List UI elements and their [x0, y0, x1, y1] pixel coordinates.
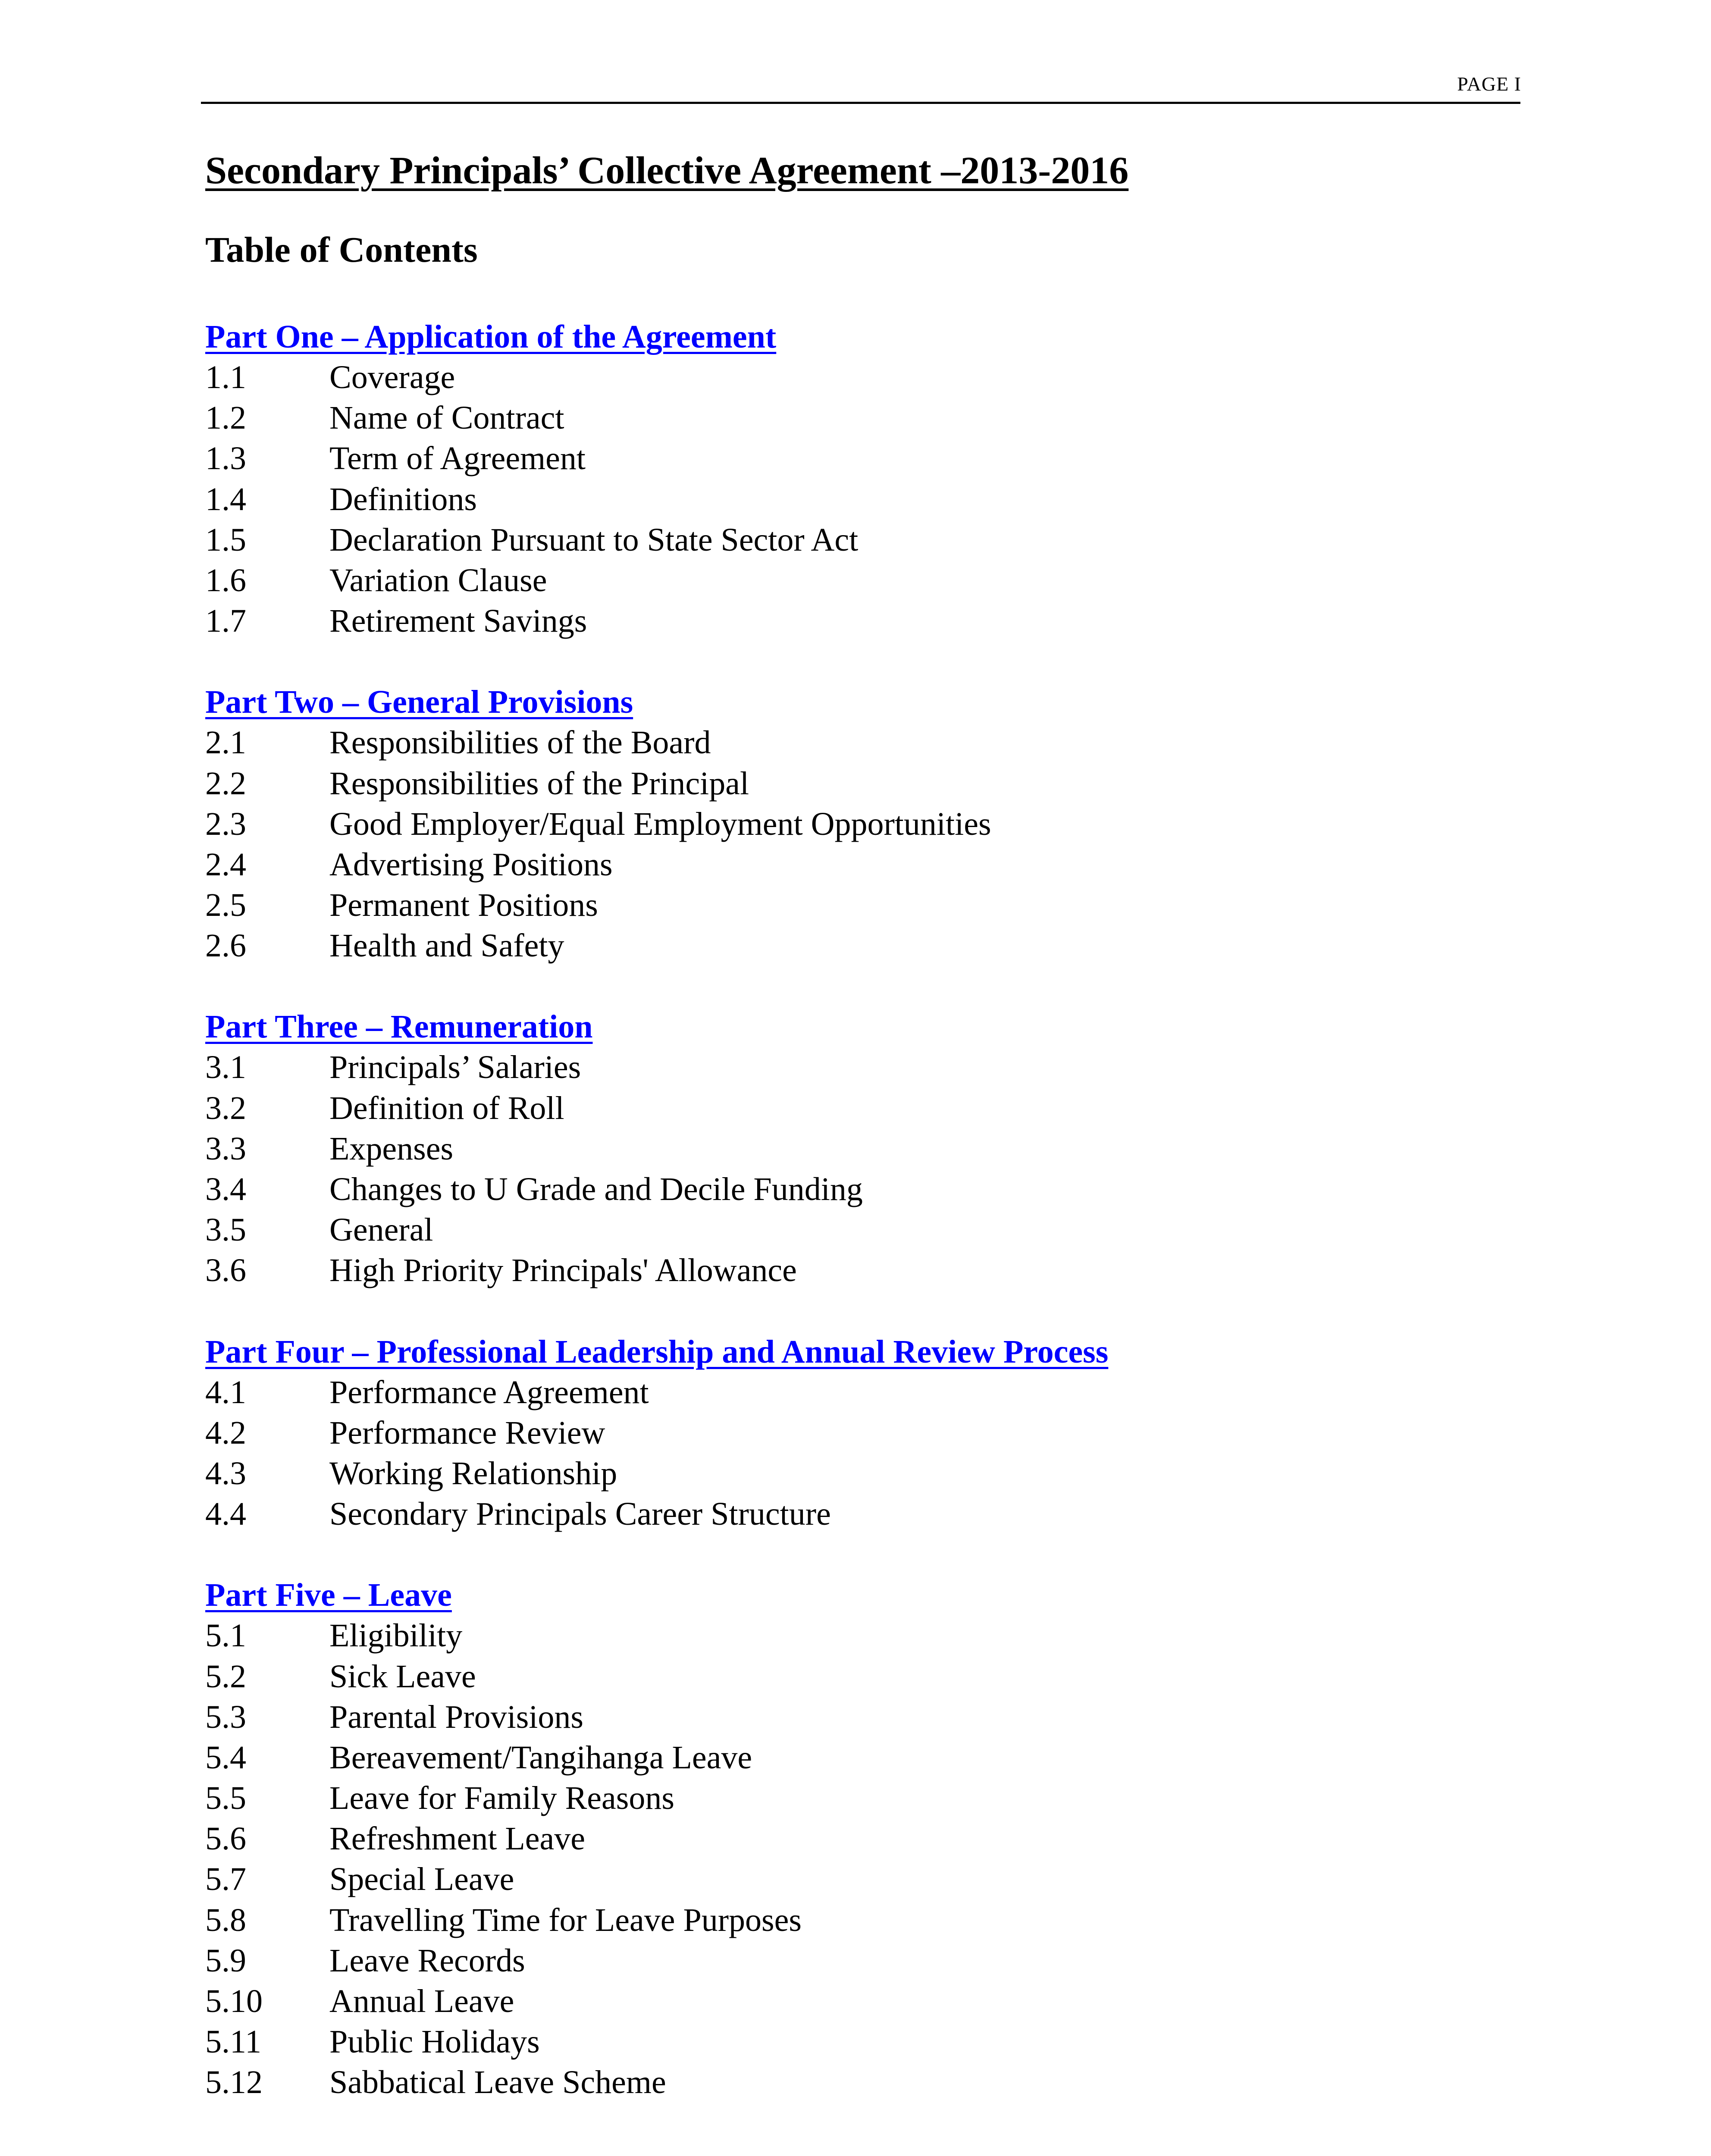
toc-entry-title: Leave Records [329, 1942, 525, 1979]
toc-entry-title: Special Leave [329, 1861, 514, 1898]
toc-entry-title: Sabbatical Leave Scheme [329, 2064, 666, 2101]
toc-part-section [205, 1575, 1499, 2103]
toc-entry [205, 1818, 1499, 1859]
toc-entry-title: Retirement Savings [329, 603, 587, 639]
toc-entry-title: Eligibility [329, 1617, 463, 1654]
toc-entry-title: Secondary Principals Career Structure [329, 1496, 831, 1532]
toc-entry [205, 2062, 1499, 2103]
toc-entry-title: Bereavement/Tangihanga Leave [329, 1739, 752, 1776]
toc-entry-number: 5.4 [205, 1739, 246, 1776]
toc-entry-title: Leave for Family Reasons [329, 1780, 674, 1817]
toc-entry-title: Public Holidays [329, 2024, 540, 2060]
toc-entry-number: 5.12 [205, 2064, 263, 2101]
toc-entry-title: Changes to U Grade and Decile Funding [329, 1171, 863, 1207]
toc-entry [205, 1413, 1499, 1453]
toc-entry-title: Performance Review [329, 1414, 605, 1451]
toc-entry-title: Good Employer/Equal Employment Opportunities [329, 805, 991, 842]
toc-entry-number: 3.6 [205, 1252, 246, 1289]
toc-entry-title: Coverage [329, 359, 455, 395]
toc-entry-number: 3.4 [205, 1171, 246, 1207]
toc-part-section [205, 317, 1499, 641]
toc-entry [205, 1778, 1499, 1818]
toc-entry-number: 5.8 [205, 1902, 246, 1938]
toc-entry [205, 1981, 1499, 2021]
toc-entry [205, 1859, 1499, 1899]
toc-entry [205, 925, 1499, 966]
toc-entry [205, 1697, 1499, 1737]
toc-entry-title: General [329, 1212, 433, 1248]
toc-entry [205, 1250, 1499, 1291]
toc-entry [205, 1453, 1499, 1494]
toc-entry [205, 1372, 1499, 1413]
toc-entry-title: Parental Provisions [329, 1698, 583, 1735]
toc-entry-title: Sick Leave [329, 1658, 476, 1695]
document-title: Secondary Principals’ Collective Agreement –2013-2016 [205, 149, 1129, 192]
toc-part-link[interactable]: Part One – Application of the Agreement [205, 319, 777, 355]
toc-entry [205, 357, 1499, 398]
toc-entry-number: 1.4 [205, 481, 246, 517]
toc-entry [205, 763, 1499, 804]
toc-entry-number: 5.6 [205, 1821, 246, 1857]
toc-entry [205, 1656, 1499, 1697]
toc-entry-number: 2.2 [205, 765, 246, 802]
toc-entry-title: Working Relationship [329, 1455, 617, 1492]
toc-entry-number: 4.1 [205, 1374, 246, 1410]
toc-entry-title: Permanent Positions [329, 887, 598, 924]
toc-entry-title: Term of Agreement [329, 440, 586, 477]
toc-entry-number: 5.1 [205, 1617, 246, 1654]
toc-part-section [205, 1006, 1499, 1291]
toc-entry-title: Annual Leave [329, 1983, 514, 2019]
toc-entry-number: 1.7 [205, 603, 246, 639]
toc-entry [205, 479, 1499, 520]
toc-entry [205, 2021, 1499, 2062]
toc-part-link[interactable]: Part Four – Professional Leadership and Annual Review Process [205, 1333, 1109, 1370]
toc-entry [205, 1128, 1499, 1169]
toc-entry-number: 5.5 [205, 1780, 246, 1817]
toc-entry [205, 722, 1499, 763]
toc-entry-title: Responsibilities of the Board [329, 724, 711, 761]
toc-entry-number: 3.2 [205, 1090, 246, 1126]
toc-entry-number: 1.2 [205, 400, 246, 436]
toc-entry [205, 1088, 1499, 1128]
table-of-contents [205, 317, 1499, 2143]
toc-entry [205, 1169, 1499, 1210]
toc-entry [205, 1494, 1499, 1534]
toc-entry-number: 5.10 [205, 1983, 263, 2019]
toc-entry-number: 4.4 [205, 1496, 246, 1532]
toc-part-link[interactable]: Part Five – Leave [205, 1577, 452, 1614]
toc-entry-title: Declaration Pursuant to State Sector Act [329, 521, 859, 558]
toc-entry-number: 5.9 [205, 1942, 246, 1979]
toc-entry-number: 2.3 [205, 805, 246, 842]
toc-entry [205, 398, 1499, 438]
toc-entry-number: 5.11 [205, 2024, 262, 2060]
toc-entry-title: Name of Contract [329, 400, 564, 436]
toc-entry [205, 1615, 1499, 1656]
toc-part-section [205, 682, 1499, 966]
toc-entry [205, 885, 1499, 925]
toc-entry [205, 804, 1499, 844]
header-rule [201, 102, 1520, 104]
page-number-label: PAGE I [1457, 73, 1521, 95]
toc-entry-number: 1.6 [205, 562, 246, 599]
toc-entry-title: Advertising Positions [329, 846, 613, 883]
toc-entry-number: 3.3 [205, 1130, 246, 1167]
toc-part-link[interactable]: Part Three – Remuneration [205, 1009, 593, 1045]
toc-entry-title: Variation Clause [329, 562, 547, 599]
toc-entry-title: High Priority Principals' Allowance [329, 1252, 797, 1289]
toc-entry [205, 601, 1499, 641]
toc-part-link[interactable]: Part Two – General Provisions [205, 684, 633, 721]
toc-entry-title: Performance Agreement [329, 1374, 649, 1410]
toc-entry-title: Principals’ Salaries [329, 1049, 581, 1086]
toc-entry-title: Travelling Time for Leave Purposes [329, 1902, 802, 1938]
toc-entry-number: 3.1 [205, 1049, 246, 1086]
toc-entry [205, 560, 1499, 601]
toc-entry-title: Definition of Roll [329, 1090, 564, 1126]
toc-entry-title: Refreshment Leave [329, 1821, 585, 1857]
toc-entry-number: 5.2 [205, 1658, 246, 1695]
toc-entry [205, 1940, 1499, 1981]
toc-entry-title: Expenses [329, 1130, 454, 1167]
toc-entry-number: 3.5 [205, 1212, 246, 1248]
toc-entry [205, 520, 1499, 560]
toc-entry-number: 4.3 [205, 1455, 246, 1492]
toc-part-section [205, 1332, 1499, 1535]
toc-entry [205, 1900, 1499, 1940]
toc-entry-number: 2.1 [205, 724, 246, 761]
table-of-contents-heading: Table of Contents [205, 230, 478, 270]
toc-entry [205, 438, 1499, 479]
toc-entry-number: 2.5 [205, 887, 246, 924]
toc-entry [205, 1210, 1499, 1250]
toc-entry-title: Definitions [329, 481, 477, 517]
toc-entry-number: 1.3 [205, 440, 246, 477]
toc-entry [205, 844, 1499, 885]
toc-entry-number: 1.1 [205, 359, 246, 395]
toc-entry [205, 1737, 1499, 1778]
toc-entry-number: 4.2 [205, 1414, 246, 1451]
toc-entry [205, 1047, 1499, 1087]
toc-entry-title: Responsibilities of the Principal [329, 765, 749, 802]
toc-entry-number: 1.5 [205, 521, 246, 558]
toc-entry-number: 5.7 [205, 1861, 246, 1898]
toc-entry-title: Health and Safety [329, 928, 564, 964]
toc-entry-number: 2.6 [205, 928, 246, 964]
toc-entry-number: 2.4 [205, 846, 246, 883]
toc-entry-number: 5.3 [205, 1698, 246, 1735]
